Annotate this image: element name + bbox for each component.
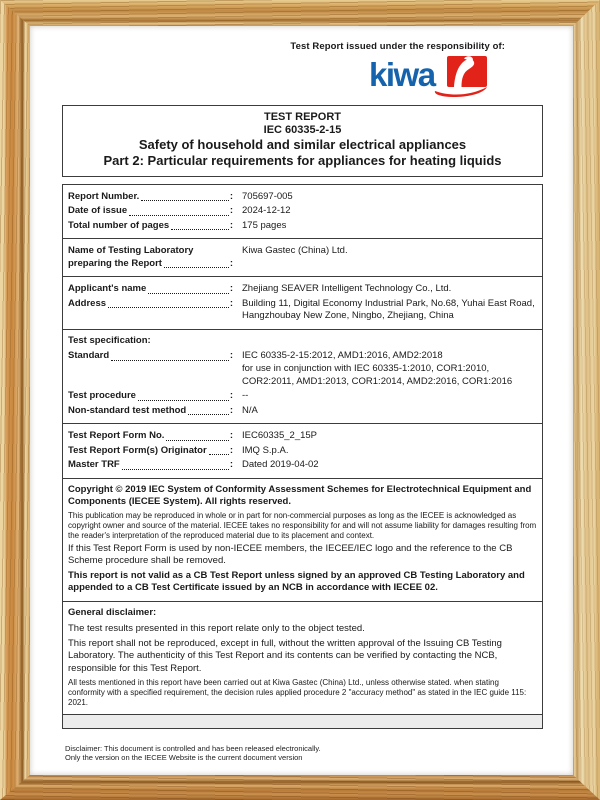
- trf-originator-value: IMQ S.p.A.: [242, 444, 289, 456]
- field-master-trf: Master TRF : Dated 2019-04-02: [68, 459, 537, 472]
- standard-value-line3: COR2:2011, AMD1:2013, COR1:2014, AMD2:2016, COR1:2016: [242, 375, 513, 387]
- kiwa-logo-graphic: [371, 55, 493, 97]
- copyright-fine-print: This publication may be reproduced in whole or in part for non-commercial purposes as long as the IECEE is acknowledged as copyright owner and source of the material. IECEE takes no responsibility for and will not assume liability for damages resulting from the reader's interpretation of the reproduced material due to its placement and context.: [68, 510, 537, 540]
- kiwa-logo-tail: [435, 87, 487, 97]
- standard-value-line2: for use in conjunction with IEC 60335-1:2010, COR1:2010,: [242, 362, 490, 374]
- wood-frame-right: [573, 0, 600, 800]
- section-general-disclaimer: [63, 602, 542, 715]
- non-standard-method-label: Non-standard test method: [68, 404, 187, 416]
- address-value: Building 11, Digital Economy Industrial Park, No.68, Yuhai East Road, Hangzhoubay New Zone, Ningbo, Zhejiang, China: [242, 297, 535, 322]
- title-test-report: TEST REPORT: [263, 111, 341, 123]
- field-non-standard-method: Non-standard test method : N/A: [68, 405, 537, 418]
- report-number-value: 705697-005: [242, 190, 293, 202]
- title-part2-line: Part 2: Particular requirements for appliances for heating liquids: [103, 152, 502, 168]
- general-disclaimer-fine-print: All tests mentioned in this report have been carried out at Kiwa Gastec (China) Ltd., unless otherwise stated. when stating conformity with a specified requirement, the decision rules applied procedure 2 "accuracy method" as stated in the IEC guide 115: 2021.: [68, 677, 527, 707]
- section-testing-laboratory: [63, 239, 542, 277]
- test-procedure-label: Test procedure: [68, 390, 136, 402]
- date-of-issue-label: Date of issue: [68, 205, 128, 217]
- trf-no-label: Test Report Form No.: [68, 430, 165, 442]
- field-testing-lab: Name of Testing Laboratory preparing the Report : Kiwa Gastec (China) Ltd.: [68, 245, 537, 270]
- field-trf-originator: Test Report Form(s) Originator : IMQ S.p.A.: [68, 445, 537, 458]
- report-info-table: [62, 184, 543, 729]
- field-date-of-issue: Date of issue : 2024-12-12: [68, 205, 537, 218]
- field-report-number: Report Number. : 705697-005: [68, 191, 537, 204]
- testing-lab-value: Kiwa Gastec (China) Ltd.: [242, 245, 348, 257]
- field-total-pages: Total number of pages : 175 pages: [68, 220, 537, 233]
- test-specification-heading: Test specification:: [68, 334, 151, 346]
- applicant-label: Applicant's name: [68, 283, 147, 295]
- dot-leader: [129, 215, 229, 216]
- copyright-removed-paragraph: If this Test Report Form is used by non-IECEE members, the IECEE/IEC logo and the reference to the CB Scheme procedure shall be removed.: [68, 542, 513, 567]
- footer-disclaimer-line1: Disclaimer: This document is controlled and has been released electronically.: [65, 743, 321, 753]
- dot-leader: [141, 200, 229, 201]
- dot-leader: [108, 307, 229, 308]
- empty-gray-row: [63, 715, 542, 728]
- master-trf-label: Master TRF: [68, 459, 120, 471]
- total-pages-value: 175 pages: [242, 219, 287, 231]
- field-standard: Standard : IEC 60335-2-15:2012, AMD1:2016, AMD2:2018 for use in conjunction with IEC 60335-1:2010, COR1:2010, COR2:2011, AMD1:2013, COR1:2014, AMD2:2016, COR1:2016: [68, 350, 537, 388]
- footer-disclaimer-line2: Only the version on the IECEE Website is the current document version: [65, 753, 303, 763]
- section-test-specification: [63, 330, 542, 424]
- dot-leader: [209, 454, 229, 455]
- trf-no-value: IEC60335_2_15P: [242, 430, 318, 442]
- title-box: [62, 105, 543, 177]
- dot-leader: [122, 469, 229, 470]
- kiwa-logo-text: kiwa: [371, 56, 435, 93]
- general-disclaimer-para1: The test results presented in this report relate only to the object tested.: [68, 623, 365, 635]
- address-label: Address: [68, 297, 107, 309]
- testing-lab-label-line2: preparing the Report: [68, 257, 162, 269]
- title-safety-line: Safety of household and similar electrical appliances: [138, 136, 467, 152]
- field-address: Address : Building 11, Digital Economy Industrial Park, No.68, Yuhai East Road, Hangzhoubay New Zone, Ningbo, Zhejiang, China: [68, 298, 537, 323]
- test-report-document: [30, 26, 573, 775]
- dot-leader: [111, 360, 229, 361]
- section-copyright: [63, 479, 542, 602]
- field-applicant-name: Applicant's name : Zhejiang SEAVER Intelligent Technology Co., Ltd.: [68, 283, 537, 296]
- report-number-label: Report Number.: [68, 190, 140, 202]
- master-trf-value: Dated 2019-04-02: [242, 459, 319, 471]
- field-test-procedure: Test procedure : --: [68, 390, 537, 403]
- wood-frame-bottom: [0, 775, 600, 800]
- wood-frame-left: [0, 0, 30, 800]
- applicant-value: Zhejiang SEAVER Intelligent Technology Co., Ltd.: [242, 283, 452, 295]
- date-of-issue-value: 2024-12-12: [242, 205, 291, 217]
- standard-label: Standard: [68, 350, 110, 362]
- dot-leader: [164, 267, 229, 268]
- testing-lab-label-line1: Name of Testing Laboratory: [68, 245, 194, 257]
- section-applicant: [63, 277, 542, 330]
- field-trf-no: Test Report Form No. : IEC60335_2_15P: [68, 430, 537, 443]
- issued-under-responsibility-text: Test Report issued under the responsibility of:: [290, 41, 505, 52]
- section-trf: [63, 424, 542, 479]
- general-disclaimer-para2: This report shall not be reproduced, except in full, without the written approval of the Issuing CB Testing Laboratory. The authenticity of this Test Report and its contents can be verified by contacting the NCB, responsible for this Test Report.: [68, 637, 502, 674]
- standard-value-line1: IEC 60335-2-15:2012, AMD1:2016, AMD2:2018: [242, 350, 443, 362]
- general-disclaimer-heading: General disclaimer:: [68, 606, 157, 618]
- title-standard-number: IEC 60335-2-15: [263, 123, 342, 136]
- dot-leader: [171, 229, 229, 230]
- dot-leader: [188, 414, 229, 415]
- wood-frame-top: [0, 0, 600, 26]
- dot-leader: [148, 293, 229, 294]
- copyright-heading: Copyright © 2019 IEC System of Conformity Assessment Schemes for Electrotechnical Equipment and Components (IECEE System). All rights reserved.: [68, 483, 532, 508]
- non-standard-method-value: N/A: [242, 404, 258, 416]
- footer-disclaimer: [65, 744, 321, 764]
- section-report-identification: [63, 185, 542, 240]
- copyright-not-valid-paragraph: This report is not valid as a CB Test Report unless signed by an approved CB Testing Laboratory and appended to a CB Test Certificate issued by an NCB in accordance with IECEE 02.: [68, 569, 525, 594]
- total-pages-label: Total number of pages: [68, 219, 170, 231]
- trf-originator-label: Test Report Form(s) Originator: [68, 444, 207, 456]
- dot-leader: [138, 400, 229, 401]
- test-procedure-value: --: [242, 390, 249, 402]
- dot-leader: [166, 440, 228, 441]
- kiwa-logo: [62, 55, 543, 97]
